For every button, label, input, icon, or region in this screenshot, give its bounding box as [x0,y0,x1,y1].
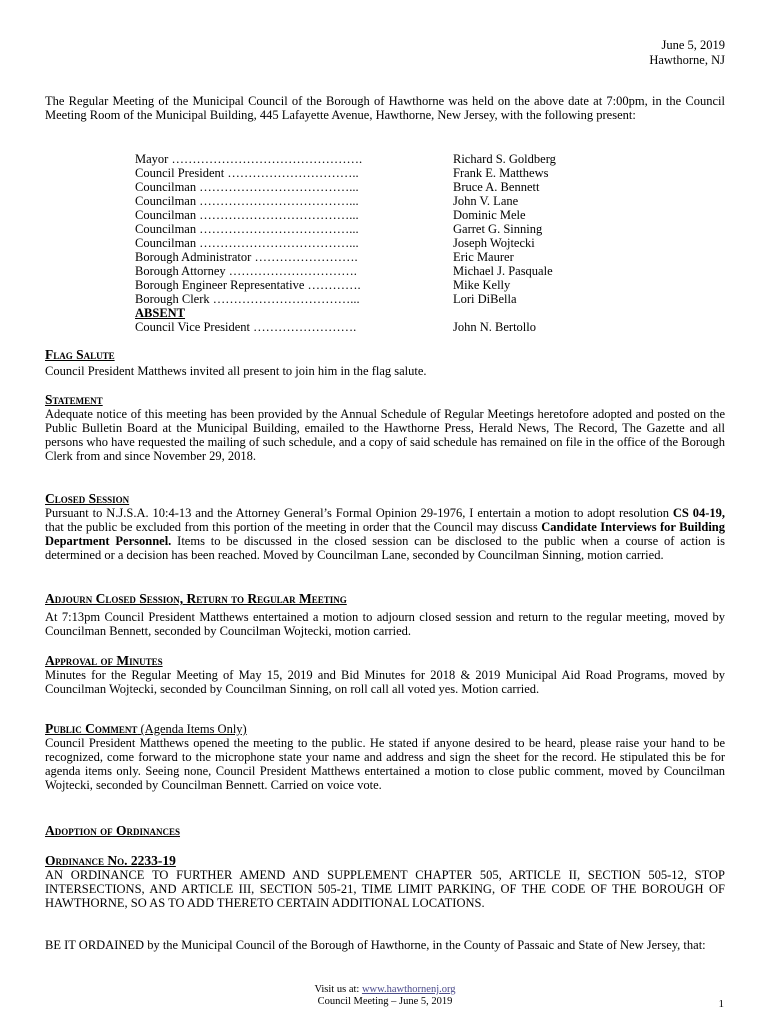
adjourn-closed-text: At 7:13pm Council President Matthews entertained a motion to adjourn closed session and return to the regular meeting, moved by Councilman Bennett, seconded by Councilman Wojtecki, motion carried. [45,610,725,638]
closed-session-text: Pursuant to N.J.S.A. 10:4-13 and the Attorney General’s Formal Opinion 29-1976, I entertain a motion to adopt resolution CS 04-19, that the public be excluded from this portion of the meeting in order that the Council may discuss Candidate Interviews for Building Department Personnel. Items to be discussed in the closed session can be disclosed to the public when a course of action is determined or a decision has been reached. Moved by Councilman Lane, seconded by Councilman Sinning, motion carried. [45,506,726,562]
ordinance-number-heading: Ordinance No. 2233-19 [45,853,176,868]
attendee-name: Dominic Mele [453,208,526,222]
attendance-row [135,208,556,222]
attendee-name: Bruce A. Bennett [453,180,540,194]
attendee-name: Richard S. Goldberg [453,152,556,166]
approval-minutes-heading: Approval of Minutes [45,653,163,668]
attendance-row [135,194,556,208]
attendee-name: Eric Maurer [453,250,514,264]
attendee-role: Councilman ………………………………... [135,180,359,194]
attendance-row [135,320,556,334]
attendee-name: Joseph Wojtecki [453,236,535,250]
ordinance-title-text: AN ORDINANCE TO FURTHER AMEND AND SUPPLEMENT CHAPTER 505, ARTICLE II, SECTION 505-12, STOP INTERSECTIONS, AND ARTICLE III, SECTION 505-21, TIME LIMIT PARKING, OF THE CODE OF THE BOROUGH OF HAWTHORNE, SO AS TO ADD THERETO CERTAIN ADDITIONAL LOCATIONS. [45,868,725,910]
resolution-number: CS 04-19, [672,506,725,520]
closed-session-topic: Candidate Interviews for Building Department Personnel. [45,520,726,548]
attendee-role: Council Vice President ……………………. [135,320,357,334]
attendee-role: Councilman ………………………………... [135,194,359,208]
header-date-location [649,38,725,68]
flag-salute-heading: Flag Salute [45,347,115,362]
attendance-row [135,264,556,278]
absent-heading: ABSENT [135,306,186,320]
attendee-role: Councilman ………………………………... [135,236,359,250]
adoption-ordinances-heading: Adoption of Ordinances [45,823,181,838]
attendee-name: John V. Lane [453,194,519,208]
statement-heading: Statement [45,392,103,407]
intro-paragraph: The Regular Meeting of the Municipal Council of the Borough of Hawthorne was held on the above date at 7:00pm, in the Council Meeting Room of the Municipal Building, 445 Lafayette Avenue, Hawthorne, New Jersey, with the following present: [45,94,725,122]
footer-meeting-line: Council Meeting – June 5, 2019 [317,996,453,1007]
attendance-row [135,180,556,194]
attendance-row [135,166,556,180]
attendee-role: Councilman ………………………………... [135,222,359,236]
attendance-row [135,278,556,292]
attendance-row [135,250,556,264]
attendee-role: Borough Administrator ……………………. [135,250,358,264]
attendance-row [135,152,556,166]
meeting-location: Hawthorne, NJ [649,53,725,67]
attendee-role: Borough Engineer Representative …………. [135,278,361,292]
meeting-date: June 5, 2019 [661,38,725,52]
attendance-row [135,292,556,306]
website-link[interactable]: www.hawthornenj.org [361,984,456,995]
public-comment-heading: Public Comment (Agenda Items Only) [45,721,247,736]
attendance-row [135,222,556,236]
closed-session-heading: Closed Session [45,491,130,506]
attendee-name: Michael J. Pasquale [453,264,553,278]
adjourn-closed-heading: Adjourn Closed Session, Return to Regular Meeting [45,591,347,606]
public-comment-text: Council President Matthews opened the meeting to the public. He stated if anyone desired to be heard, please raise your hand to be recognized, come forward to the microphone state your name and address and sign the sheet for the record. He stipulated this be for agenda items only. Seeing none, Council President Matthews entertained a motion to close public comment, moved by Councilman Wojtecki, seconded by Councilman Bennett. Carried on voice vote. [45,736,725,792]
attendance-list [135,152,556,334]
attendee-role: Councilman ………………………………... [135,208,359,222]
statement-text: Adequate notice of this meeting has been provided by the Annual Schedule of Regular Meetings heretofore adopted and posted on the Public Bulletin Board at the Municipal Building, emailed to the Hawthorne Press, Herald News, The Record, The Gazette and all persons who have requested the mailing of such schedule, and a copy of said schedule has remained on file in the office of the Borough Clerk from and since November 29, 2018. [45,407,725,463]
attendee-name: Frank E. Matthews [453,166,549,180]
attendee-role: Borough Attorney …………………………. [135,264,357,278]
attendee-role: Council President ………………………….. [135,166,359,180]
footer-visit-label: Visit us at: [314,984,362,995]
attendee-name: Lori DiBella [453,292,517,306]
ordained-text: BE IT ORDAINED by the Municipal Council of the Borough of Hawthorne, in the County of Passaic and State of New Jersey, that: [45,938,706,952]
page-number: 1 [718,998,724,1010]
attendee-role: Borough Clerk ……………………………... [135,292,360,306]
attendee-name: Garret G. Sinning [453,222,543,236]
approval-minutes-text: Minutes for the Regular Meeting of May 15, 2019 and Bid Minutes for 2018 & 2019 Municipal Aid Road Programs, moved by Councilman Wojtecki, seconded by Councilman Sinning, on roll call all voted yes. Motion carried. [45,668,725,696]
flag-salute-text: Council President Matthews invited all present to join him in the flag salute. [45,364,427,378]
page-footer [0,984,770,1008]
attendee-role: Mayor ………………………………………. [135,152,363,166]
attendance-row [135,236,556,250]
attendee-name: Mike Kelly [453,278,511,292]
public-comment-note: (Agenda Items Only) [137,722,247,736]
attendee-name: John N. Bertollo [453,320,536,334]
